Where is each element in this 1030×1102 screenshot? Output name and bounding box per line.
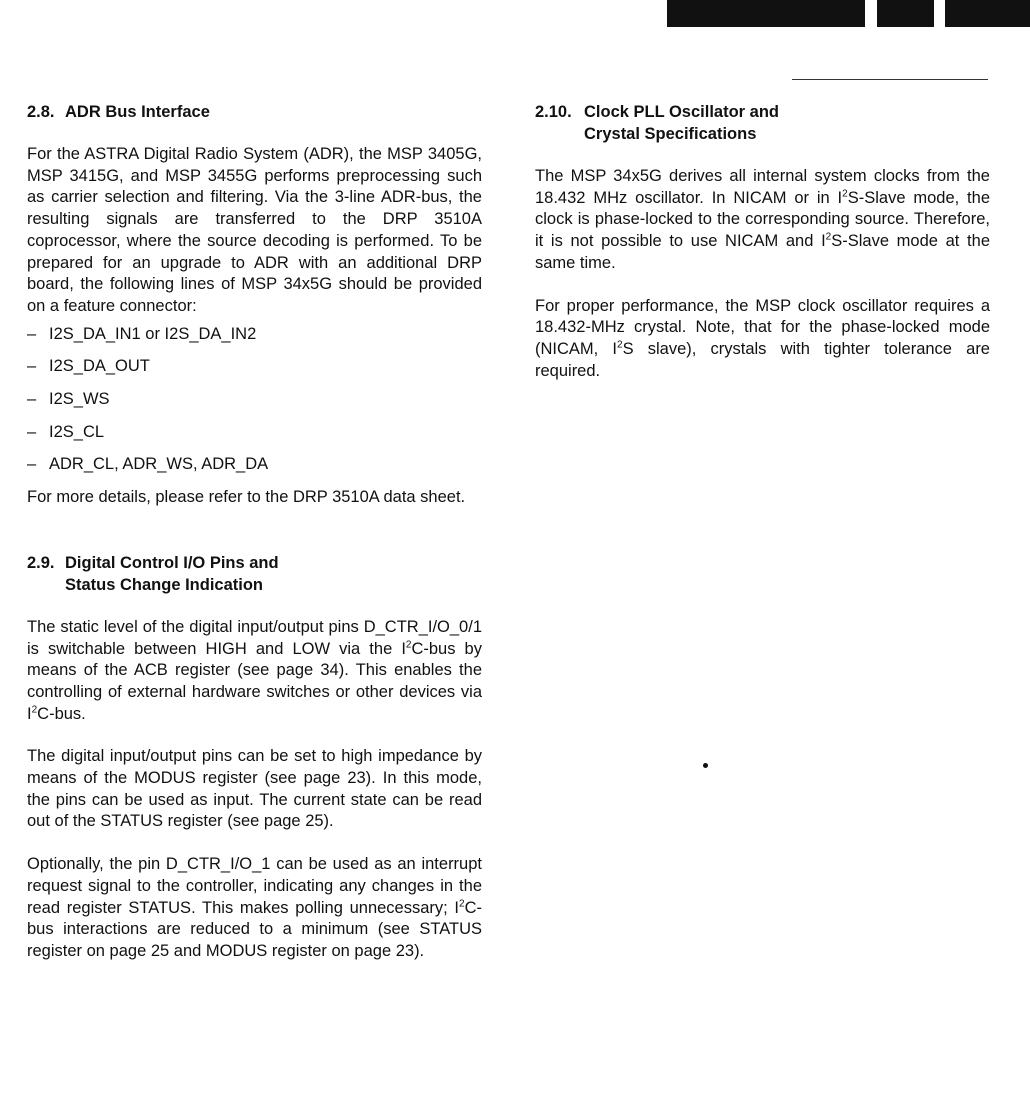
section-title: Digital Control I/O Pins and Status Change Indication (65, 553, 279, 594)
section-heading (535, 101, 990, 145)
header-black-bar (667, 0, 865, 27)
section-2-8 (27, 101, 482, 509)
section-number: 2.10. (535, 103, 572, 121)
paragraph: The MSP 34x5G derives all internal system clocks from the 18.432 MHz oscillator. In NICAM or in $I^2S$-Slave mode, the clock is phase-locked to the corresponding source. Therefore, it is not possible to use NICAM and $I^2S$-Slave mode at the same time. (535, 167, 990, 272)
list-item: – I2S_CL (27, 422, 105, 441)
paragraph: Optionally, the pin D_CTR_I/O_1 can be used as an interrupt request signal to the controller, indicating any changes in the read register STATUS. This makes polling unnecessary; $I^2C$-bus interactions are reduced to a minimum (see STATUS register on page 25 and MODUS register on page 23). (27, 855, 482, 960)
section-number: 2.9. (27, 553, 55, 572)
stray-dot (703, 763, 708, 768)
paragraph: The static level of the digital input/output pins D_CTR_I/O_0/1 is switchable between HIGH and LOW via the $I^2C$-bus by means of the ACB register (see page 34). This enables the controlling of external hardware switches or other devices via $I^2C$-bus. (27, 617, 482, 723)
section-title: Clock PLL Oscillator and Crystal Specifications (584, 103, 779, 143)
signal-list (27, 324, 482, 477)
left-column (27, 101, 482, 963)
list-item: – ADR_CL, ADR_WS, ADR_DA (27, 455, 269, 474)
section-heading (27, 101, 482, 123)
paragraph: The digital input/output pins can be set to high impedance by means of the MODUS register (see page 23). In this mode, the pins can be used as input. The current state can be read out of the STATUS register (see page 25). (27, 747, 482, 831)
paragraph: For more details, please refer to the DRP 3510A data sheet. (27, 488, 466, 507)
list-item: – I2S_WS (27, 390, 110, 409)
right-column (535, 101, 990, 382)
list-item: – I2S_DA_OUT (27, 357, 150, 376)
section-title: ADR Bus Interface (65, 103, 210, 121)
section-heading (27, 552, 482, 596)
header-black-bar (945, 0, 1030, 27)
section-2-9 (27, 552, 482, 963)
header-black-bar (877, 0, 934, 27)
section-number: 2.8. (27, 103, 55, 121)
list-item: – I2S_DA_IN1 or I2S_DA_IN2 (27, 324, 257, 343)
section-2-10 (535, 101, 990, 382)
header-rule (792, 79, 988, 80)
paragraph: For the ASTRA Digital Radio System (ADR), the MSP 3405G, MSP 3415G, and MSP 3455G performs preprocessing such as carrier selection and filtering. Via the 3-line ADR-bus, the resulting signals are transferred to the DRP 3510A coprocessor, where the source decoding is performed. To be prepared for an upgrade to ADR with an additional DRP board, the following lines of MSP 34x5G should be provided on a feature connector: (27, 145, 482, 315)
paragraph: For proper performance, the MSP clock oscillator requires a 18.432-MHz crystal. Note, that for the phase-locked mode (NICAM, $I^2S$ slave), crystals with tighter tolerance are required. (535, 296, 990, 380)
